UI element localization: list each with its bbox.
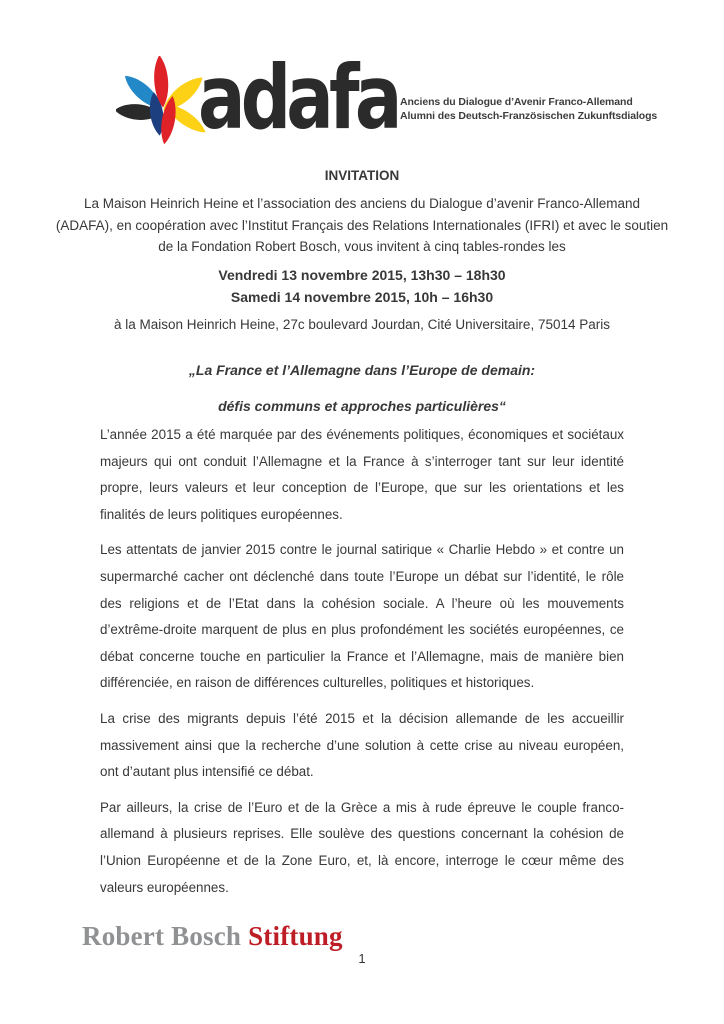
bosch-logo-red-text: Stiftung <box>248 921 343 951</box>
body-text <box>100 422 624 910</box>
intro-line-1: La Maison Heinrich Heine et l’association des anciens du Dialogue d’avenir Franco-Allemand <box>83 196 641 211</box>
adafa-wordmark: adafa <box>198 46 398 149</box>
intro-paragraph <box>0 193 724 258</box>
adafa-tagline <box>400 96 657 123</box>
body-paragraph-1: L’année 2015 a été marquée par des événements politiques, économiques et sociétaux majeurs qui ont conduit l’Allemagne et la France à s’interroger tant sur leur identité propre, leurs valeurs et leur conception de l’Europe, que sur les orientations et les finalités de leurs politiques européennes. <box>100 427 624 522</box>
event-date-friday: Vendredi 13 novembre 2015, 13h30 – 18h30 <box>218 267 506 283</box>
event-title-line-2: défis communs et approches particulières“ <box>218 398 506 414</box>
event-dates <box>0 265 724 308</box>
page-number: 1 <box>358 951 366 966</box>
body-paragraph-4: Par ailleurs, la crise de l’Euro et de la Grèce a mis à rude épreuve le couple franco-allemand à plusieurs reprises. Elle soulève des questions concernant la cohésion de l’Union Européenne et de la Zone Euro, et, là encore, interroge le cœur même des valeurs européennes. <box>100 799 624 895</box>
robert-bosch-stiftung-logo <box>82 921 343 952</box>
adafa-flower-icon <box>116 56 210 150</box>
event-title <box>0 352 724 424</box>
body-paragraph-3: La crise des migrants depuis l’été 2015 et la décision allemande de les accueillir massivement ainsi que la recherche d’une solution à cette crise au niveau européen, ont d’autant plus intensifié ce débat. <box>100 710 624 780</box>
adafa-logo <box>116 46 658 149</box>
adafa-tagline-german: Alumni des Deutsch-Französischen Zukunftsdialogs <box>400 109 658 122</box>
intro-line-2: (ADAFA), en coopération avec l’Institut Français des Relations Internationales (IFRI) et avec le soutien <box>55 217 669 233</box>
invitation-heading: INVITATION <box>324 168 400 183</box>
intro-line-3: de la Fondation Robert Bosch, vous invitent à cinq tables-rondes les <box>158 239 566 254</box>
bosch-logo-gray-text: Robert Bosch <box>82 921 249 951</box>
adafa-tagline-french: Anciens du Dialogue d’Avenir Franco-Allemand <box>400 96 633 108</box>
event-title-line-1: „La France et l’Allemagne dans l’Europe de demain: <box>188 362 536 378</box>
event-location: à la Maison Heinrich Heine, 27c boulevard Jourdan, Cité Universitaire, 75014 Paris <box>113 317 610 332</box>
body-paragraph-2: Les attentats de janvier 2015 contre le journal satirique « Charlie Hebdo » et contre un supermarché cacher ont déclenché dans toute l’Europe un débat sur l’identité, le rôle des religions et de l’Etat dans la cohésion sociale. A l’heure où les mouvements d’extrême-droite marquent de plus en plus profondément les sociétés européennes, ce débat concerne touche en particulier la France et l’Allemagne, mais de manière bien différenciée, en raison de différences culturelles, politiques et historiques. <box>100 542 624 691</box>
event-date-saturday: Samedi 14 novembre 2015, 10h – 16h30 <box>230 288 494 305</box>
